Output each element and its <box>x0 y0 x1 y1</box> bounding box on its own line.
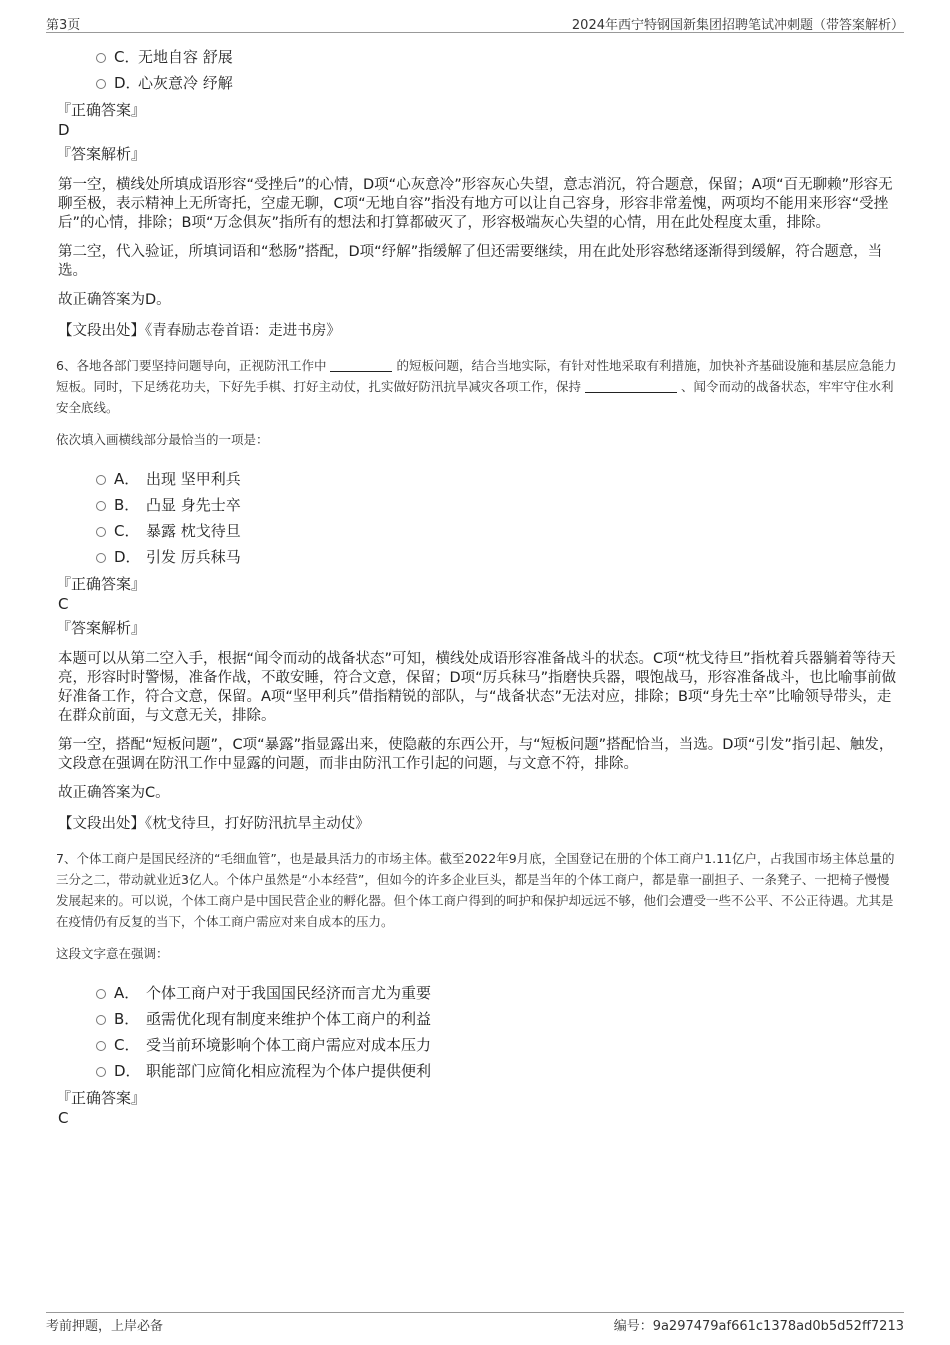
q7-option-a[interactable]: A． 个体工商户对于我国国民经济而言尤为重要 <box>96 980 901 1006</box>
page-footer <box>46 1312 904 1335</box>
q5-analysis-3: 故正确答案为D。 <box>58 292 171 308</box>
q6-analysis-3: 故正确答案为C。 <box>58 785 170 801</box>
radio-icon[interactable] <box>96 1041 106 1051</box>
q7-option-c[interactable]: C． 受当前环境影响个体工商户需应对成本压力 <box>96 1032 901 1058</box>
radio-icon[interactable] <box>96 989 106 999</box>
q5-analysis-1: 第一空，横线处所填成语形容“受挫后”的心情，D项“心灰意冷”形容灰心失望，意志消沉，符合题意，保留；A项“百无聊赖”形容无聊至极，表示精神上无所寄托，空虚无聊，C项“无地自容”指没有地方可以让自己容身，形容非常羞愧，两项均不能用来形容“受挫后”的心情，排除；B项“万念俱灰”指所有的想法和打算都破灭了，形容极端灰心失望的心情，用在此处程度太重，排除。 <box>58 177 893 231</box>
q5-option-d[interactable]: D． 心灰意冷 纾解 <box>96 70 901 96</box>
page-header <box>46 14 904 33</box>
radio-icon[interactable] <box>96 501 106 511</box>
q5-answer: D <box>58 121 70 139</box>
q6-option-a[interactable]: A． 出现 坚甲利兵 <box>96 466 901 492</box>
q6-option-d[interactable]: D． 引发 厉兵秣马 <box>96 544 901 570</box>
q5-source: 【文段出处】《青春励志卷首语：走进书房》 <box>58 323 341 339</box>
q7-option-b[interactable]: B． 亟需优化现有制度来维护个体工商户的利益 <box>96 1006 901 1032</box>
correct-answer-label: 『正确答案』 <box>56 1089 147 1107</box>
radio-icon[interactable] <box>96 53 106 63</box>
q6-option-c[interactable]: C． 暴露 枕戈待旦 <box>96 518 901 544</box>
fill-blank <box>330 358 392 372</box>
fill-blank <box>585 379 677 393</box>
radio-icon[interactable] <box>96 475 106 485</box>
q6-analysis-2: 第一空，搭配“短板问题”，C项“暴露”指显露出来，使隐蔽的东西公开，与“短板问题”搭配恰当，当选。D项“引发”指引起、触发，文段意在强调在防汛工作中显露的问题，而非由防汛工作引起的问题，与文意不符，排除。 <box>58 737 894 772</box>
document-title: 2024年西宁特钢国新集团招聘笔试冲刺题（带答案解析） <box>571 18 904 33</box>
page-content <box>56 44 901 1128</box>
radio-icon[interactable] <box>96 553 106 563</box>
q7-prompt: 这段文字意在强调： <box>56 946 169 961</box>
q6-prompt: 依次填入画横线部分最恰当的一项是： <box>56 432 269 447</box>
q7-options <box>96 980 901 1084</box>
analysis-label: 『答案解析』 <box>56 619 147 637</box>
q7-option-d[interactable]: D． 职能部门应简化相应流程为个体户提供便利 <box>96 1058 901 1084</box>
q6-options <box>96 466 901 570</box>
q6-analysis-1: 本题可以从第二空入手，根据“闻令而动的战备状态”可知，横线处成语形容准备战斗的状态。C项“枕戈待旦”指枕着兵器躺着等待天亮，形容时时警惕，准备作战，不敢安睡，符合文意，保留；D项“厉兵秣马”指磨快兵器，喂饱战马，形容准备战斗，也比喻事前做好准备工作，符合文意，保留。A项“坚甲利兵”借指精锐的部队，与“战备状态”无法对应，排除；B项“身先士卒”比喻领导带头，走在群众前面，与文意无关，排除。 <box>58 651 897 724</box>
q5-option-c[interactable]: C． 无地自容 舒展 <box>96 44 901 70</box>
footer-slogan: 考前押题，上岸必备 <box>46 1319 164 1334</box>
radio-icon[interactable] <box>96 1015 106 1025</box>
q6-answer: C <box>58 595 69 613</box>
q6-option-b[interactable]: B． 凸显 身先士卒 <box>96 492 901 518</box>
radio-icon[interactable] <box>96 79 106 89</box>
q5-options <box>96 44 901 96</box>
radio-icon[interactable] <box>96 527 106 537</box>
q6-source: 【文段出处】《枕戈待旦，打好防汛抗旱主动仗》 <box>58 816 370 832</box>
q7-stem: 7、个体工商户是国民经济的“毛细血管”，也是最具活力的市场主体。截至2022年9月底，全国登记在册的个体工商户1.11亿户，占我国市场主体总量的三分之二，带动就业近3亿人。个体户虽然是“小本经营”，但如今的许多企业巨头，都是当年的个体工商户，都是靠一副担子、一条凳子、一把椅子慢慢发展起来的。可以说，个体工商户是中国民营企业的孵化器。但个体工商户得到的呵护和保护却远远不够，他们会遭受一些不公平、不公正待遇。尤其是在疫情仍有反复的当下，个体工商户需应对来自成本的压力。 <box>56 851 895 929</box>
correct-answer-label: 『正确答案』 <box>56 575 147 593</box>
q5-analysis-2: 第二空，代入验证，所填词语和“愁肠”搭配，D项“纾解”指缓解了但还需要继续，用在此处形容愁绪逐渐得到缓解，符合题意，当选。 <box>58 244 883 279</box>
document-id: 编号：9a297479af661c1378ad0b5d52ff7213 <box>613 1319 904 1334</box>
correct-answer-label: 『正确答案』 <box>56 101 147 119</box>
analysis-label: 『答案解析』 <box>56 145 147 163</box>
q6-stem: 6、各地各部门要坚持问题导向，正视防汛工作中 的短板问题，结合当地实际，有针对性地采取有利措施，加快补齐基础设施和基层应急能力短板。同时，下足绣花功夫，下好先手棋、打好主动仗，扎实做好防汛抗旱减灾各项工作，保持 、闻令而动的战备状态，牢牢守住水利安全底线。 <box>56 358 897 415</box>
page-number: 第3页 <box>46 18 81 33</box>
q7-answer: C <box>58 1109 69 1127</box>
radio-icon[interactable] <box>96 1067 106 1077</box>
